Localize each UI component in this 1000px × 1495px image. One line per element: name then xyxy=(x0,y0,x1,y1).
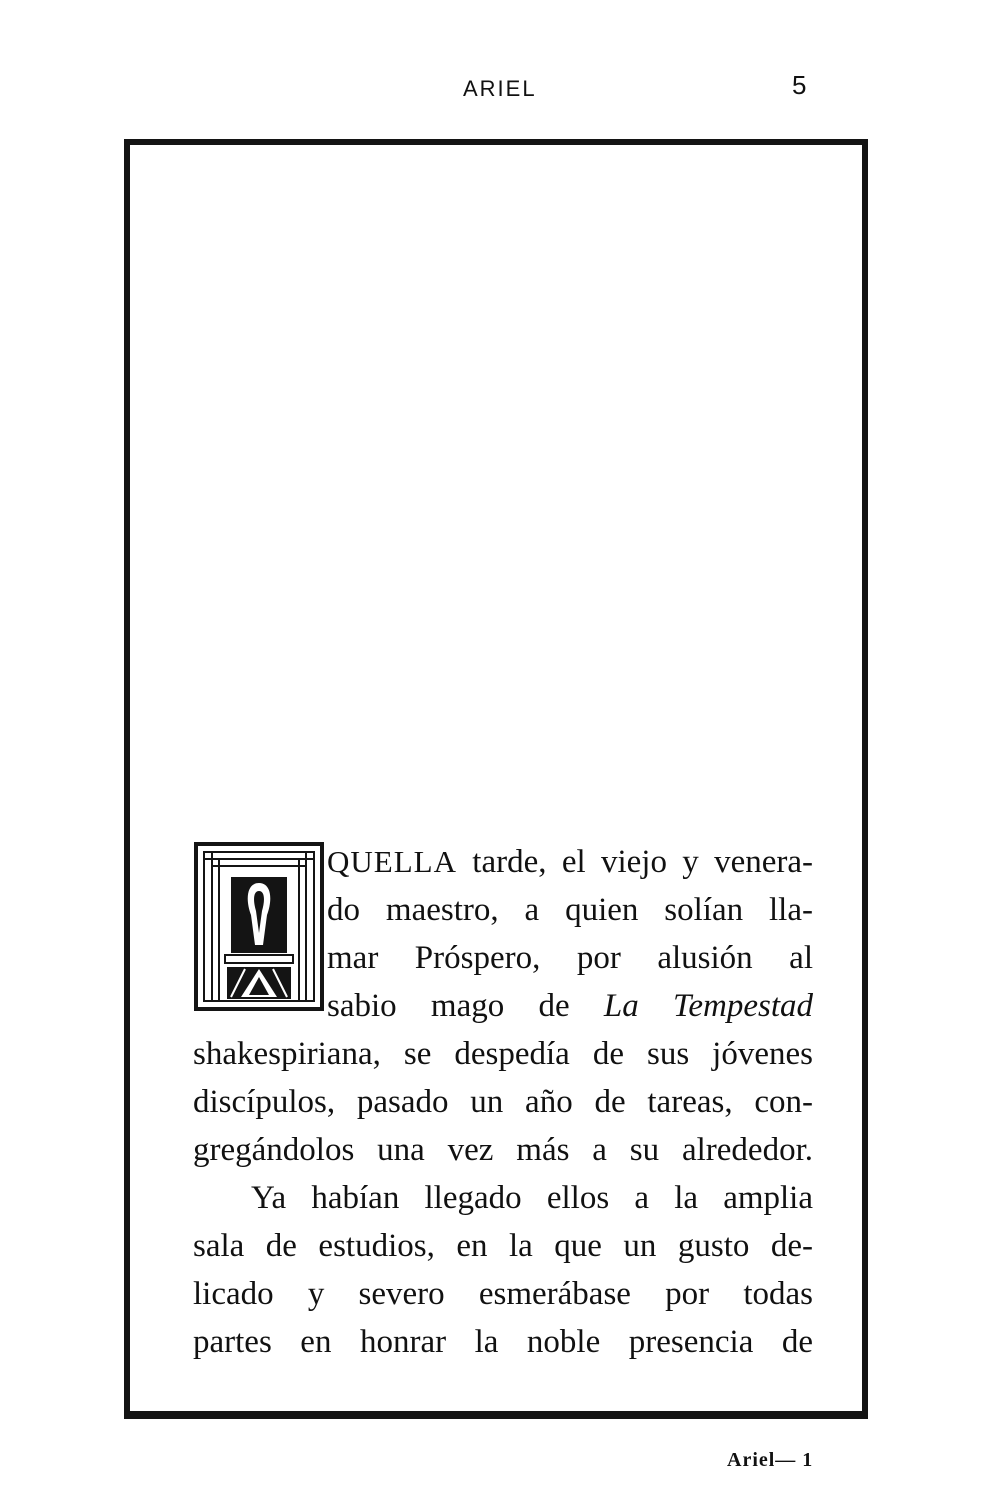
body-text xyxy=(193,838,813,1366)
line-text: gregándolos una vez más a su alrededor. xyxy=(193,1132,813,1168)
line-text: mar Próspero, por alusión al xyxy=(327,940,813,976)
italic-title: La Tempestad xyxy=(603,988,813,1024)
line-text: tarde, el viejo y venera- xyxy=(456,844,813,880)
text-line xyxy=(193,1078,813,1126)
page-number: 5 xyxy=(792,70,807,100)
text-line xyxy=(327,886,813,934)
text-line xyxy=(327,934,813,982)
line-text: do maestro, a quien solían lla- xyxy=(327,892,813,928)
text-line xyxy=(193,1222,813,1270)
line-text: sala de estudios, en la que un gusto de- xyxy=(193,1228,813,1264)
text-line xyxy=(327,838,813,886)
text-line xyxy=(193,1126,813,1174)
text-line xyxy=(193,1318,813,1366)
line-text: shakespiriana, se despedía de sus jóvenes xyxy=(193,1036,813,1072)
text-line xyxy=(193,1174,813,1222)
running-head xyxy=(0,66,1000,106)
smallcaps-word: QUELLA xyxy=(327,844,457,879)
text-line xyxy=(193,1030,813,1078)
paragraph-2 xyxy=(193,1174,813,1366)
line-text: sabio mago de xyxy=(327,988,604,1024)
signature-mark: Ariel— 1 xyxy=(727,1449,814,1471)
paragraph-1 xyxy=(193,838,813,1174)
running-title: ARIEL xyxy=(463,76,537,101)
text-line xyxy=(327,982,813,1030)
line-text: licado y severo esmerábase por todas xyxy=(193,1276,813,1312)
line-text: Ya habían llegado ellos a la amplia xyxy=(251,1180,813,1216)
line-text: partes en honrar la noble presencia de xyxy=(193,1324,813,1360)
text-line xyxy=(193,1270,813,1318)
line-text: discípulos, pasado un año de tareas, con- xyxy=(193,1084,813,1120)
